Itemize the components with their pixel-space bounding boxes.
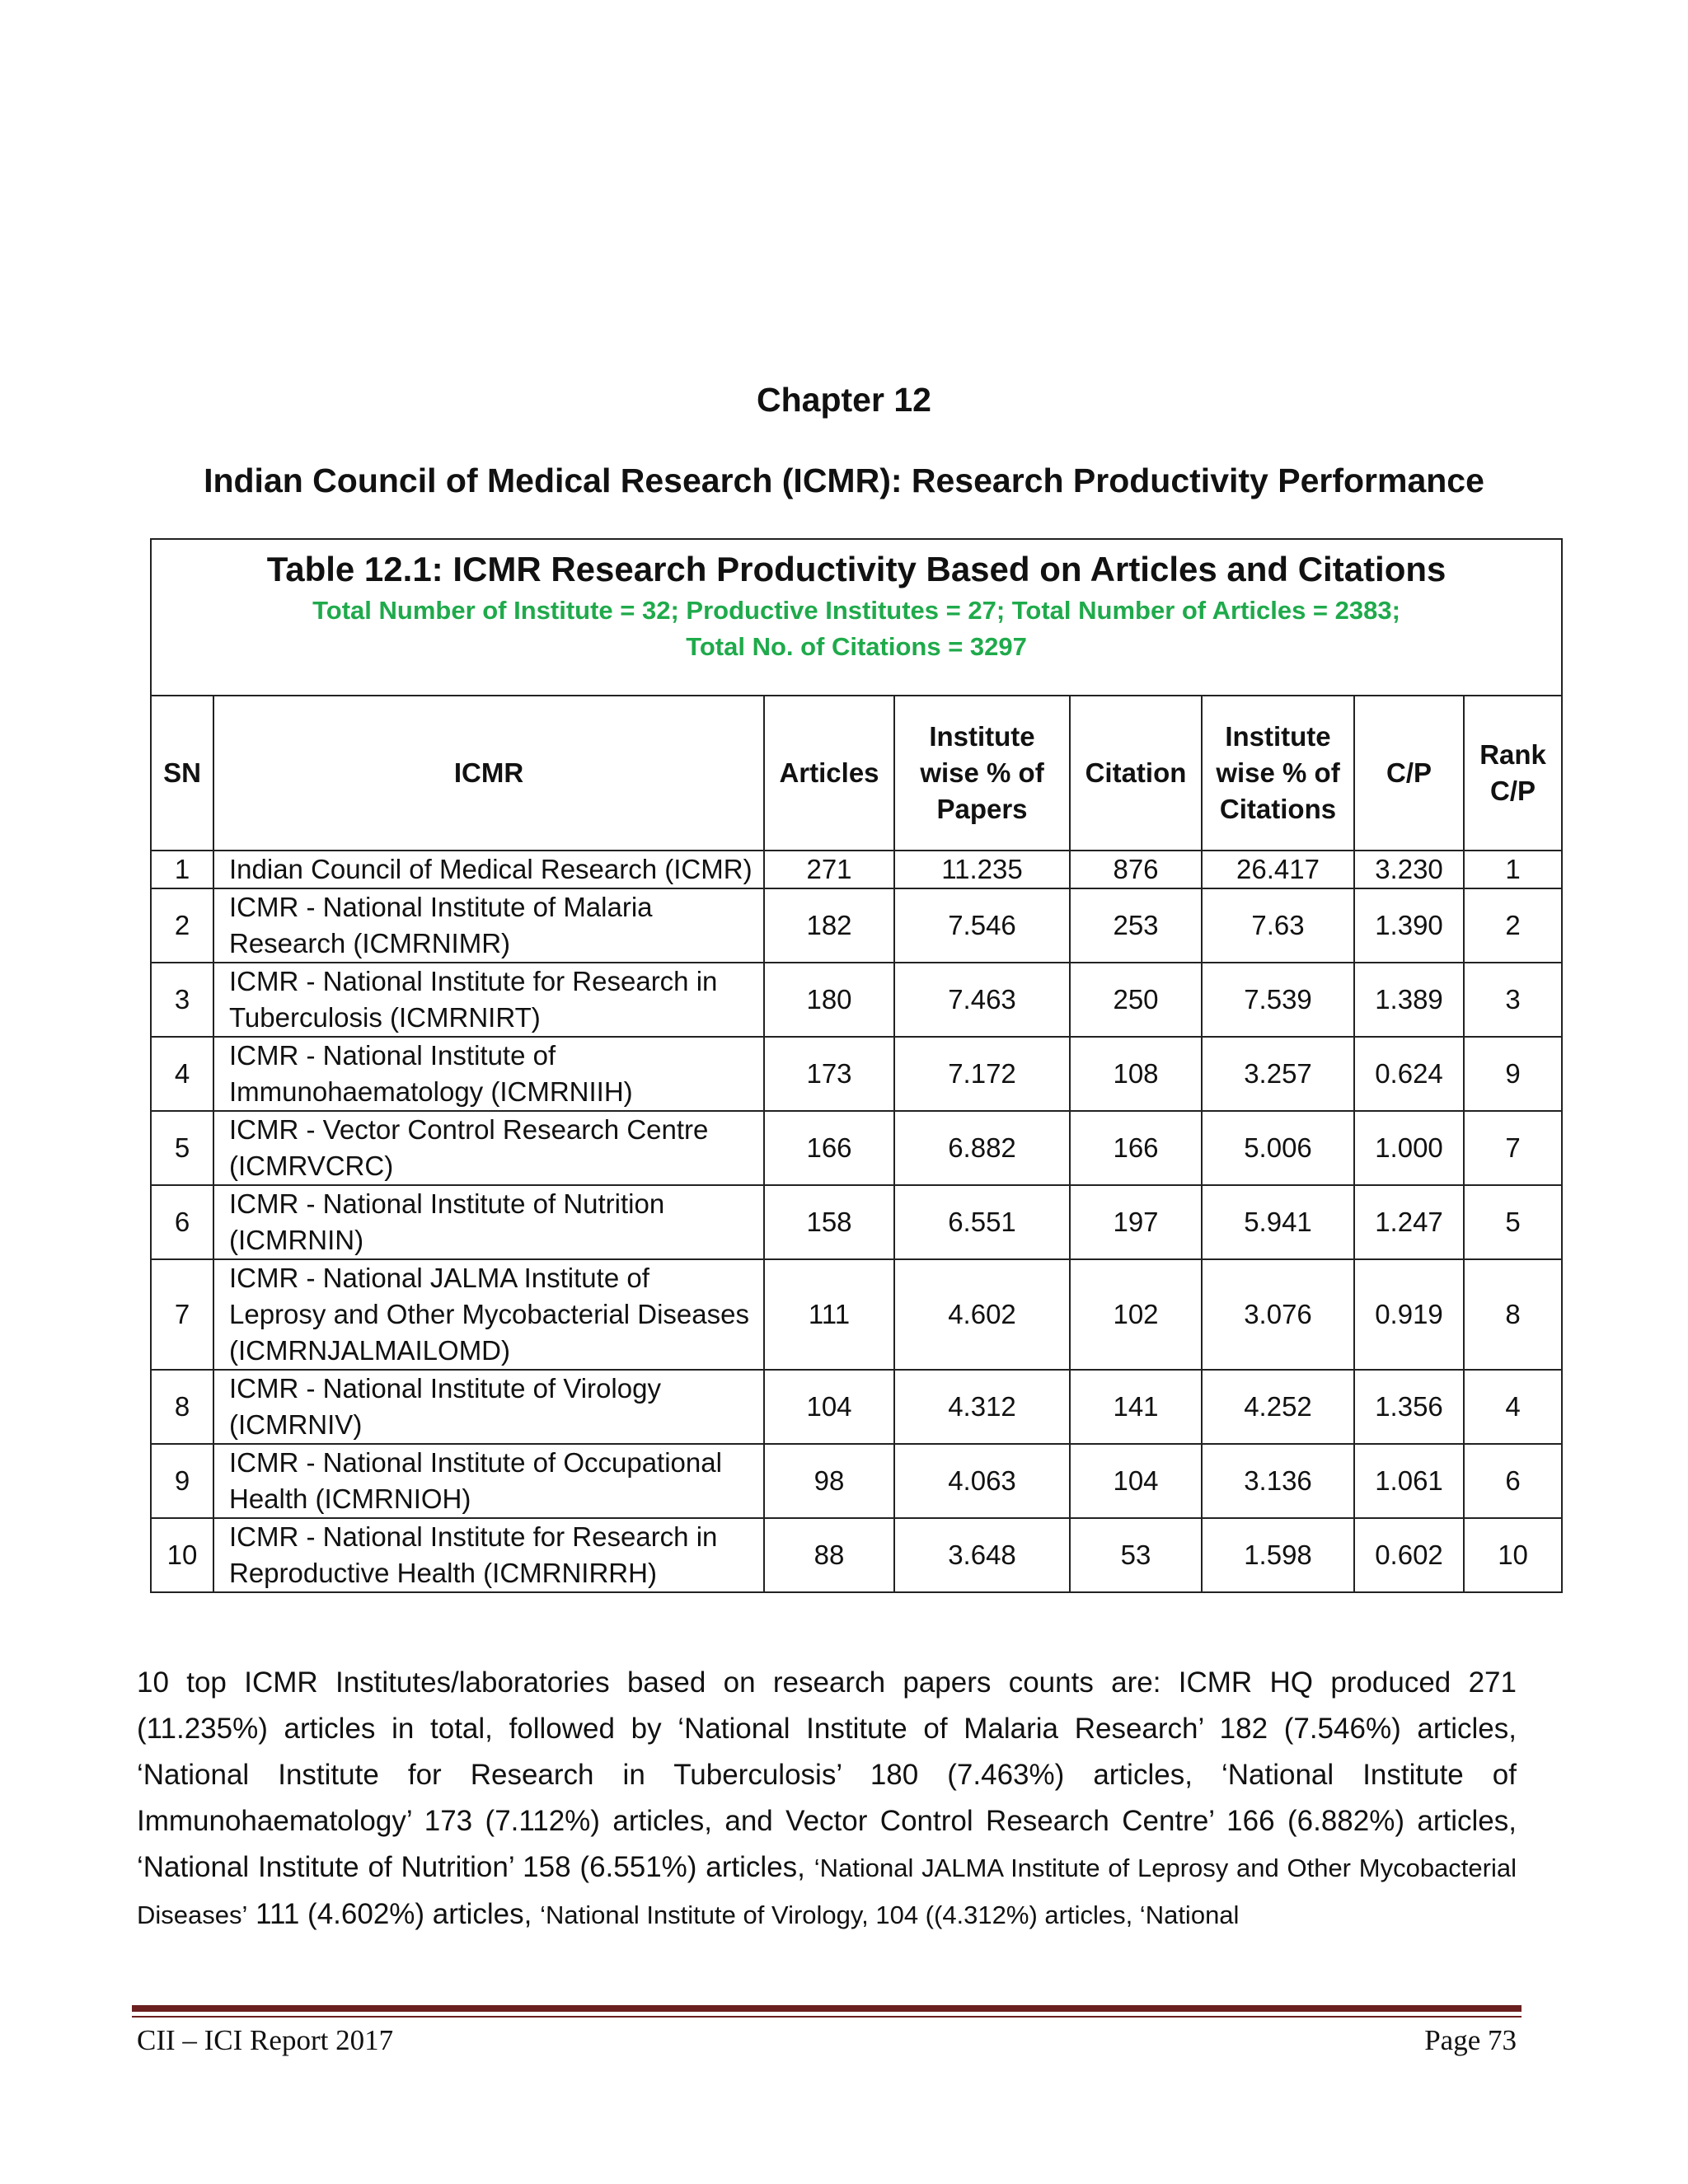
footer-report-name: CII – ICI Report 2017 (137, 2024, 394, 2056)
cell-sn: 3 (151, 963, 213, 1037)
table-row (151, 1444, 1562, 1518)
cell-pct-papers: 7.546 (894, 888, 1070, 963)
cell-articles: 182 (764, 888, 894, 963)
cell-rank: 3 (1464, 963, 1562, 1037)
col-header-cp: C/P (1354, 696, 1464, 851)
paragraph-mid-text: 111 (4.602%) articles, (247, 1898, 541, 1930)
cell-pct-citations: 7.539 (1202, 963, 1354, 1037)
col-header-pct-papers: Institute wise % of Papers (894, 696, 1070, 851)
table-subtitle-line1: Total Number of Institute = 32; Productive Institutes = 27; Total Number of Articles = 2383; (312, 596, 1400, 625)
cell-citation: 104 (1070, 1444, 1202, 1518)
paragraph-main-text: 10 top ICMR Institutes/laboratories based on research papers counts are: ICMR HQ produced 271 (11.235%) articles in total, followed by ‘National Institute of Malaria Research’ 182 (7.546%) articles, ‘National Institute for Research in Tuberculosis’ 180 (7.463%) articles, ‘National Institute of Immunohaematology’ 173 (7.112%) articles, and Vector Control Research Centre’ 166 (6.882%) articles, ‘National Institute of Nutrition’ 158 (6.551%) articles, (137, 1666, 1517, 1883)
table-row (151, 1185, 1562, 1259)
table-row (151, 1259, 1562, 1370)
cell-pct-papers: 4.063 (894, 1444, 1070, 1518)
cell-rank: 5 (1464, 1185, 1562, 1259)
cell-rank: 4 (1464, 1370, 1562, 1444)
table-row (151, 888, 1562, 963)
cell-institute: ICMR - National Institute for Research in Reproductive Health (ICMRNIRRH) (213, 1518, 764, 1592)
cell-pct-papers: 6.882 (894, 1111, 1070, 1185)
cell-citation: 876 (1070, 851, 1202, 888)
cell-institute: ICMR - National Institute of Nutrition (ICMRNIN) (213, 1185, 764, 1259)
cell-articles: 166 (764, 1111, 894, 1185)
cell-rank: 6 (1464, 1444, 1562, 1518)
cell-institute: ICMR - National JALMA Institute of Leprosy and Other Mycobacterial Diseases (ICMRNJALMAILOMD) (213, 1259, 764, 1370)
cell-cp: 1.390 (1354, 888, 1464, 963)
cell-citation: 102 (1070, 1259, 1202, 1370)
cell-pct-citations: 3.076 (1202, 1259, 1354, 1370)
table-row (151, 1370, 1562, 1444)
cell-pct-citations: 3.136 (1202, 1444, 1354, 1518)
cell-pct-papers: 7.463 (894, 963, 1070, 1037)
cell-pct-citations: 26.417 (1202, 851, 1354, 888)
col-header-citation: Citation (1070, 696, 1202, 851)
cell-rank: 9 (1464, 1037, 1562, 1111)
cell-institute: Indian Council of Medical Research (ICMR) (213, 851, 764, 888)
table-row (151, 1518, 1562, 1592)
cell-pct-citations: 3.257 (1202, 1037, 1354, 1111)
cell-citation: 197 (1070, 1185, 1202, 1259)
cell-citation: 166 (1070, 1111, 1202, 1185)
cell-citation: 250 (1070, 963, 1202, 1037)
chapter-title: Indian Council of Medical Research (ICMR): Research Productivity Performance (204, 462, 1484, 499)
cell-articles: 158 (764, 1185, 894, 1259)
table-caption (151, 539, 1562, 696)
col-header-sn: SN (151, 696, 213, 851)
cell-institute: ICMR - National Institute of Immunohaematology (ICMRNIIH) (213, 1037, 764, 1111)
cell-citation: 253 (1070, 888, 1202, 963)
cell-articles: 180 (764, 963, 894, 1037)
cell-sn: 9 (151, 1444, 213, 1518)
cell-articles: 173 (764, 1037, 894, 1111)
col-header-articles: Articles (764, 696, 894, 851)
cell-sn: 1 (151, 851, 213, 888)
cell-articles: 271 (764, 851, 894, 888)
cell-sn: 7 (151, 1259, 213, 1370)
cell-sn: 10 (151, 1518, 213, 1592)
cell-pct-citations: 4.252 (1202, 1370, 1354, 1444)
cell-pct-papers: 3.648 (894, 1518, 1070, 1592)
cell-pct-papers: 7.172 (894, 1037, 1070, 1111)
cell-articles: 98 (764, 1444, 894, 1518)
cell-institute: ICMR - National Institute for Research in Tuberculosis (ICMRNIRT) (213, 963, 764, 1037)
cell-cp: 3.230 (1354, 851, 1464, 888)
col-header-icmr: ICMR (213, 696, 764, 851)
productivity-table (150, 538, 1563, 1593)
cell-institute: ICMR - Vector Control Research Centre (ICMRVCRC) (213, 1111, 764, 1185)
table-row (151, 963, 1562, 1037)
chapter-number: Chapter 12 (757, 381, 931, 419)
cell-cp: 1.356 (1354, 1370, 1464, 1444)
cell-sn: 4 (151, 1037, 213, 1111)
table-subtitle-line2: Total No. of Citations = 3297 (686, 632, 1027, 661)
footer-rule-thick (132, 2005, 1522, 2012)
cell-pct-citations: 5.006 (1202, 1111, 1354, 1185)
cell-pct-citations: 5.941 (1202, 1185, 1354, 1259)
cell-institute: ICMR - National Institute of Malaria Research (ICMRNIMR) (213, 888, 764, 963)
cell-citation: 108 (1070, 1037, 1202, 1111)
cell-citation: 53 (1070, 1518, 1202, 1592)
cell-institute: ICMR - National Institute of Occupational Health (ICMRNIOH) (213, 1444, 764, 1518)
table-row (151, 1037, 1562, 1111)
cell-sn: 2 (151, 888, 213, 963)
cell-cp: 1.061 (1354, 1444, 1464, 1518)
cell-cp: 1.000 (1354, 1111, 1464, 1185)
cell-rank: 2 (1464, 888, 1562, 963)
cell-pct-papers: 4.602 (894, 1259, 1070, 1370)
table-row (151, 851, 1562, 888)
cell-cp: 1.247 (1354, 1185, 1464, 1259)
cell-sn: 8 (151, 1370, 213, 1444)
cell-sn: 5 (151, 1111, 213, 1185)
cell-institute: ICMR - National Institute of Virology (ICMRNIV) (213, 1370, 764, 1444)
cell-articles: 88 (764, 1518, 894, 1592)
cell-pct-papers: 6.551 (894, 1185, 1070, 1259)
paragraph-small-text-2: ‘National Institute of Virology, 104 ((4.312%) articles, ‘National (540, 1900, 1240, 1929)
cell-rank: 10 (1464, 1518, 1562, 1592)
productivity-table-container (150, 538, 1561, 1593)
cell-articles: 111 (764, 1259, 894, 1370)
cell-cp: 0.919 (1354, 1259, 1464, 1370)
cell-rank: 7 (1464, 1111, 1562, 1185)
cell-cp: 0.602 (1354, 1518, 1464, 1592)
col-header-pct-citations: Institute wise % of Citations (1202, 696, 1354, 851)
cell-pct-papers: 11.235 (894, 851, 1070, 888)
table-title: Table 12.1: ICMR Research Productivity Based on Articles and Citations (266, 550, 1447, 588)
paragraph-small-text-1: ‘National JALMA Institute of Leprosy and Other Mycobacterial Diseases’ (137, 1854, 1517, 1929)
cell-pct-citations: 1.598 (1202, 1518, 1354, 1592)
footer-page-number: Page 73 (1424, 2024, 1517, 2056)
footer-rule-thin (132, 2016, 1522, 2018)
table-header-row (151, 696, 1562, 851)
cell-cp: 1.389 (1354, 963, 1464, 1037)
cell-citation: 141 (1070, 1370, 1202, 1444)
table-row (151, 1111, 1562, 1185)
cell-sn: 6 (151, 1185, 213, 1259)
cell-cp: 0.624 (1354, 1037, 1464, 1111)
cell-articles: 104 (764, 1370, 894, 1444)
cell-rank: 8 (1464, 1259, 1562, 1370)
body-paragraph (137, 1660, 1517, 1938)
cell-pct-citations: 7.63 (1202, 888, 1354, 963)
cell-pct-papers: 4.312 (894, 1370, 1070, 1444)
cell-rank: 1 (1464, 851, 1562, 888)
col-header-rank: Rank C/P (1464, 696, 1562, 851)
